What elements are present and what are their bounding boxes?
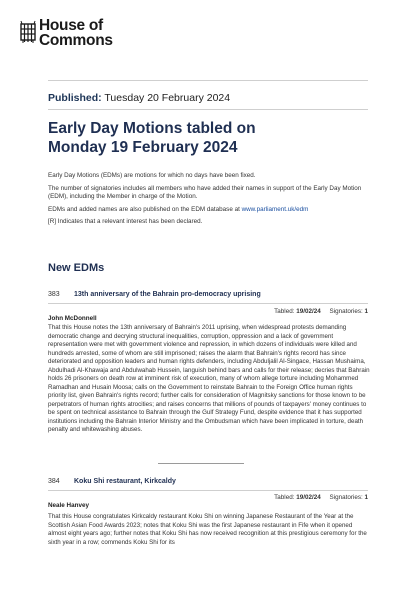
published-label: Published: [48,92,102,104]
tabled-label: Tabled: [274,494,295,501]
section-title-new-edms: New EDMs [48,262,105,274]
logo-wordmark [39,18,113,48]
tabled-date: 19/02/24 [296,494,321,501]
intro-paragraph-3-text: EDMs and added names are also published on the EDM database at [48,205,242,213]
divider-top [48,80,368,81]
signatories-label: Signatories: [329,308,363,315]
published-date: Tuesday 20 February 2024 [104,92,231,104]
intro-paragraph-3 [48,206,368,215]
edm-meta [48,308,368,315]
page-title-line-2: Monday 19 February 2024 [48,139,238,156]
edm-divider [48,303,368,304]
edm-title: Koku Shi restaurant, Kirkcaldy [74,478,176,485]
signatories-count: 1 [364,308,368,315]
intro-paragraph-2: The number of signatories includes all members who have added their names in support of the Early Day Motion (EDM), including the Member in charge of the Motion. [48,184,362,201]
logo-line-1: House of [39,17,103,34]
edm-body: That this House congratulates Kirkcaldy restaurant Koku Shi on winning Japanese Restaurant of the Year at the Scottish Asian Food Awards 2023; notes that Koku Shi was the first Japanese restaurant in Fife when it opened almost eight years ago; further notes that Koku Shi has now received recognition at this prestigious ceremony for the sixth year in a row; commends Koku Shi for its [48,513,367,546]
published-line [48,92,230,104]
page-title-line-1: Early Day Motions tabled on [48,120,256,137]
logo-line-2: Commons [39,32,113,49]
edm-separator [158,463,244,464]
page-title [48,119,378,157]
edm-number: 384 [48,478,60,485]
intro-paragraph-4: [R] Indicates that a relevant interest has been declared. [48,218,203,226]
intro-text [48,172,368,231]
edm-header [48,291,368,298]
tabled-date: 19/02/24 [296,308,321,315]
tabled-label: Tabled: [274,308,295,315]
signatories-count: 1 [364,494,368,501]
signatories-label: Signatories: [329,494,363,501]
divider-published [48,109,368,110]
edm-divider [48,490,368,491]
edm-member: Neale Hanvey [48,502,89,509]
edm-header [48,478,368,485]
edm-number: 383 [48,291,60,298]
portcullis-icon [20,20,36,44]
edm-database-link[interactable]: www.parliament.uk/edm [241,205,309,213]
house-of-commons-logo [20,18,113,48]
edm-title: 13th anniversary of the Bahrain pro-democracy uprising [74,291,261,298]
intro-paragraph-1: Early Day Motions (EDMs) are motions for which no days have been fixed. [48,172,256,179]
edm-meta [48,494,368,501]
edm-body: That this House notes the 13th anniversary of Bahrain's 2011 uprising, when widespread protests demanding democratic change and decrying structural inequalities, corruption, oppression and a lack of government representation were met with government violence and repression, in which dozens of individuals were killed and hundreds arrested, some of whom are still imprisoned; raises the alarm that Bahrain's rights record has since deteriorated and opposition leaders and human rights defenders, including Abduljalil Al-Singace, Hassan Mushaima, Abdulhadi Al-Khawaja and Abdulwahab Hussein, languish behind bars and calls for their release; decries that Bahrain holds 26 prisoners on death row at imminent risk of execution, many of whom allege torture including Mohammed Ramadhan and Husain Moosa; calls on the Government to reinstate Bahrain to the Foreign Office human rights priority list, given Bahrain's rights record; further calls for consideration of Magnitsky sanctions for those known to be perpetrators of human rights atrocities; and raises concerns that millions of pounds of taxpayers' money continues to be spent on technical assistance to Bahrain through the Gulf Strategy Fund, despite evidence that it has supported institutions including the Bahrain Interior Ministry and the Ombudsman which have been implicated in torture, death penalty and whitewashing abuses. [48,324,370,433]
edm-member: John McDonnell [48,315,97,322]
